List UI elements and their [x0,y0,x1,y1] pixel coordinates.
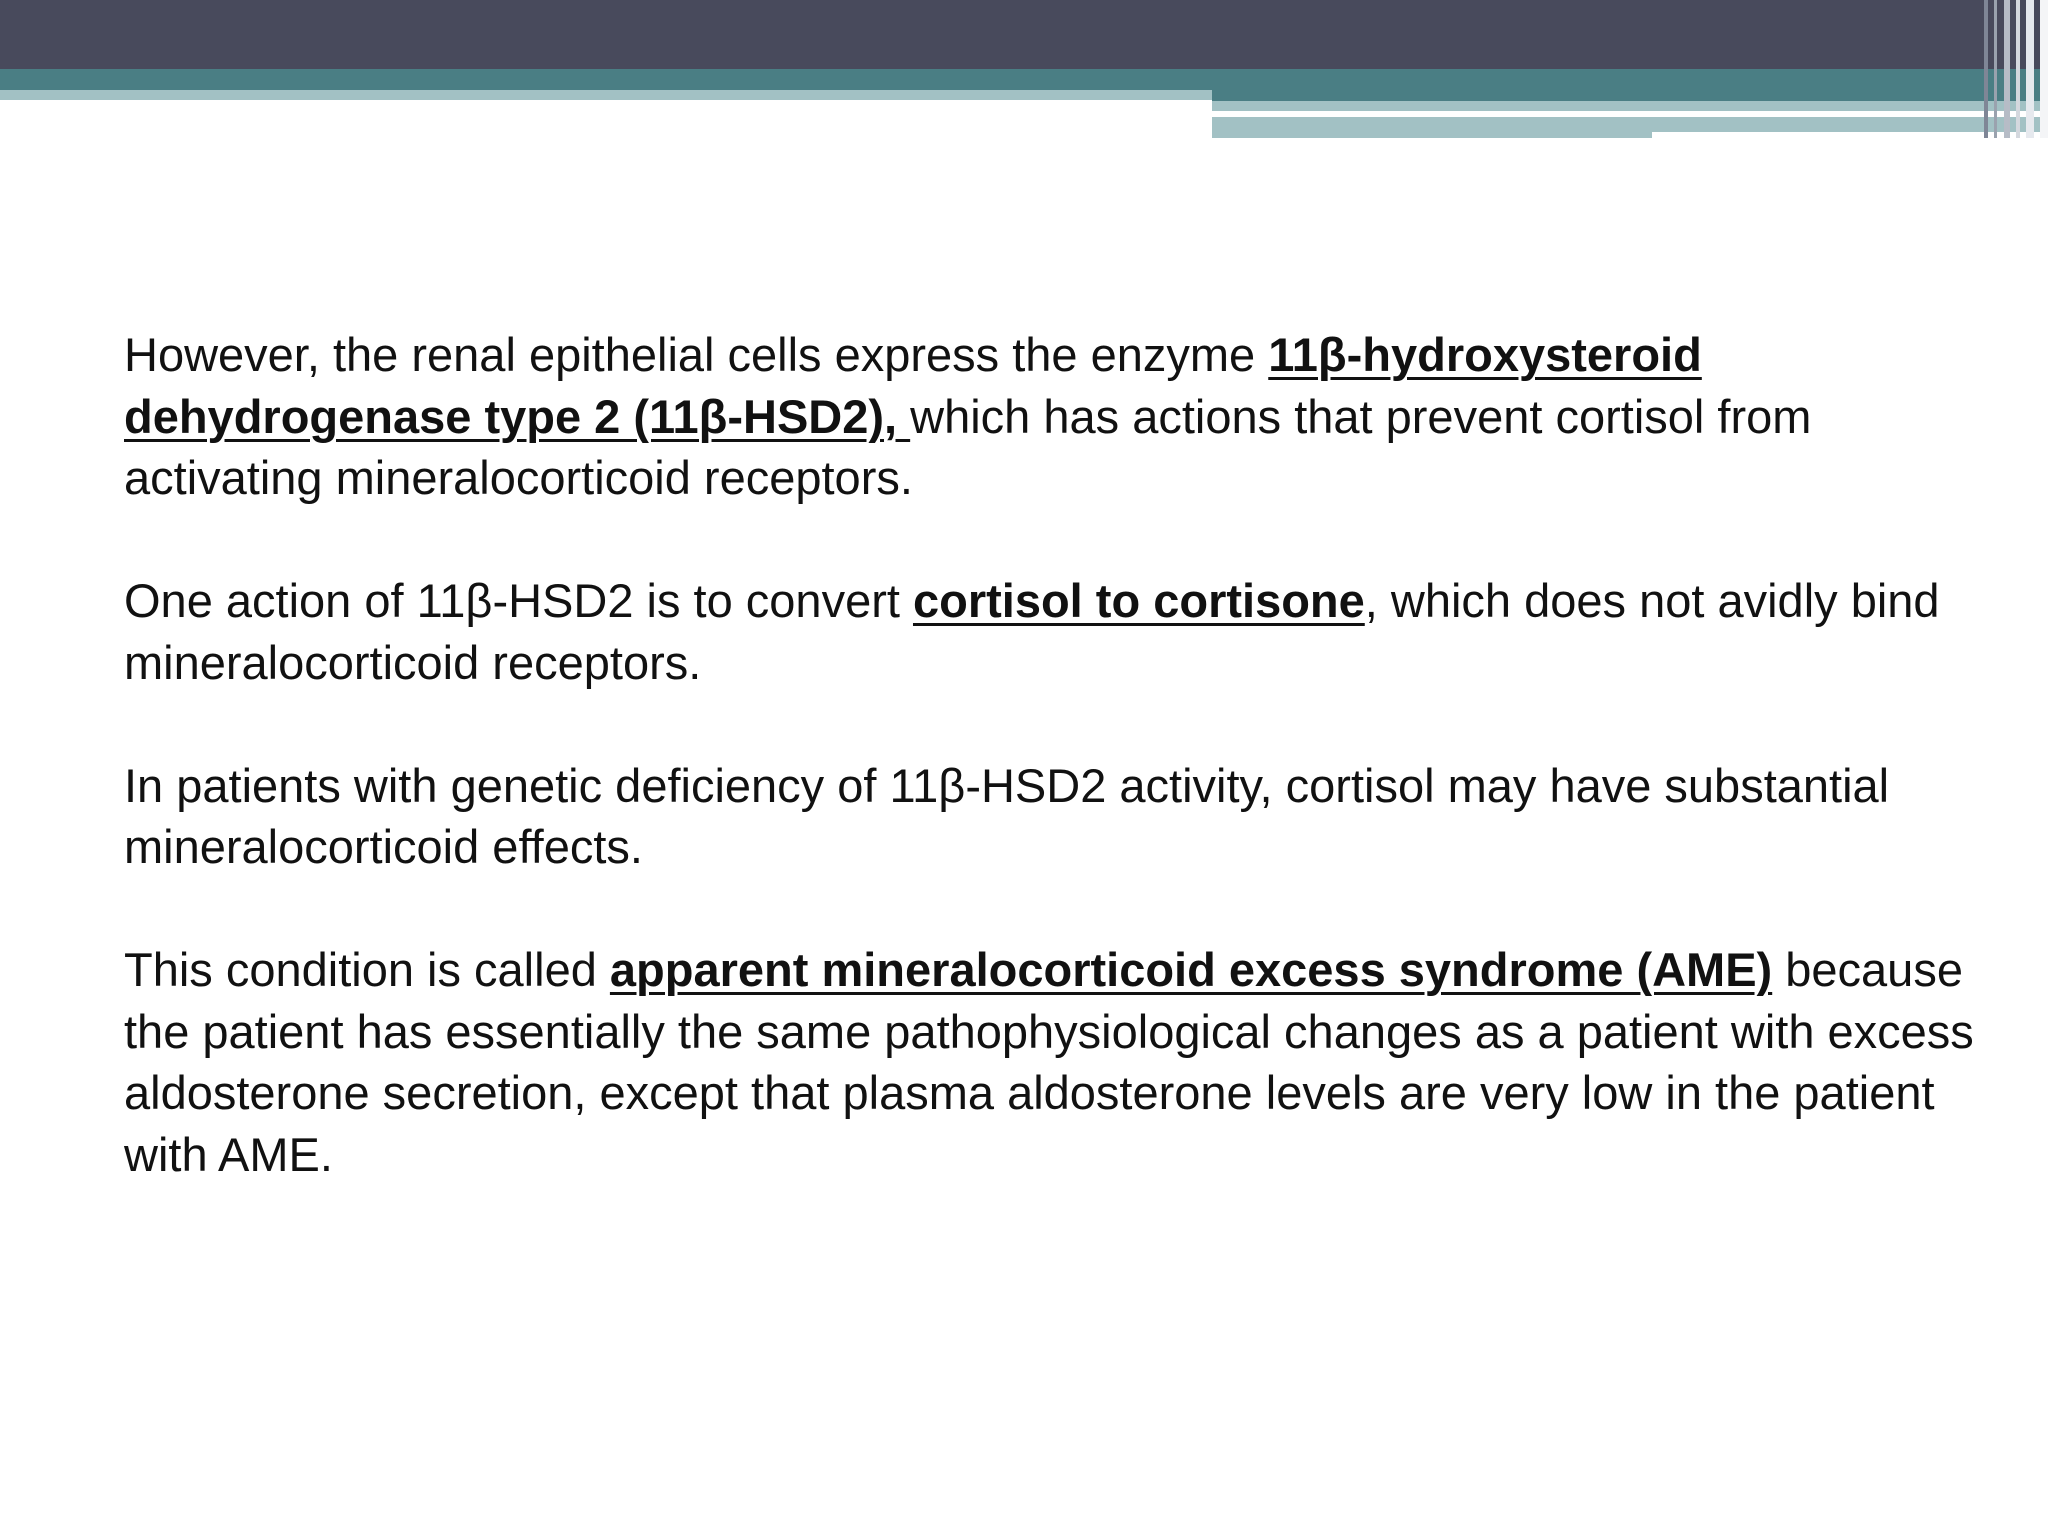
header-stripe [2040,0,2048,138]
emphasis-syndrome-name: apparent mineralocorticoid excess syndrome (AME) [609,943,1773,996]
header-stripe [2004,0,2010,138]
header-stripe [2026,0,2034,138]
header-band-light-right [1652,129,2048,132]
paragraph-conversion [124,570,2004,693]
header-band-teal [0,69,2048,90]
paragraph-text: which has actions that prevent cortisol from activating mineralocorticoid receptors. [124,389,1812,504]
paragraph-ame [124,939,2004,1185]
header-band-teal-right [1212,90,2048,101]
slide-body [124,324,2004,1247]
paragraph-text: This condition is called [124,943,610,996]
header-band-light-left [0,90,1212,100]
paragraph-text: , which does not avidly bind mineralocorticoid receptors. [124,574,1940,689]
header-band-dark [0,0,2048,69]
header-band-light-right [1212,129,1652,138]
header-stripe [1984,0,1988,138]
paragraph-text: One action of 11β-HSD2 is to convert [124,574,913,627]
header-band-light-right [1212,117,2048,129]
paragraph-deficiency [124,755,2004,878]
emphasis-enzyme-name: 11β-hydroxysteroid dehydrogenase type 2 (11β-HSD2), [124,328,1702,443]
emphasis-conversion: cortisol to cortisone [912,574,1365,627]
header-band-light-right [1212,101,2048,111]
paragraph-text: However, the renal epithelial cells express the enzyme [124,328,1269,381]
paragraph-text: because the patient has essentially the same pathophysiological changes as a patient with excess aldosterone secretion, except that plasma aldosterone levels are very low in the patient with AME. [124,943,1974,1181]
header-stripe [1994,0,1997,138]
paragraph-enzyme [124,324,2004,509]
paragraph-text: In patients with genetic deficiency of 11β-HSD2 activity, cortisol may have substantial mineralocorticoid effects. [124,758,1890,873]
header-stripe [2016,0,2020,138]
